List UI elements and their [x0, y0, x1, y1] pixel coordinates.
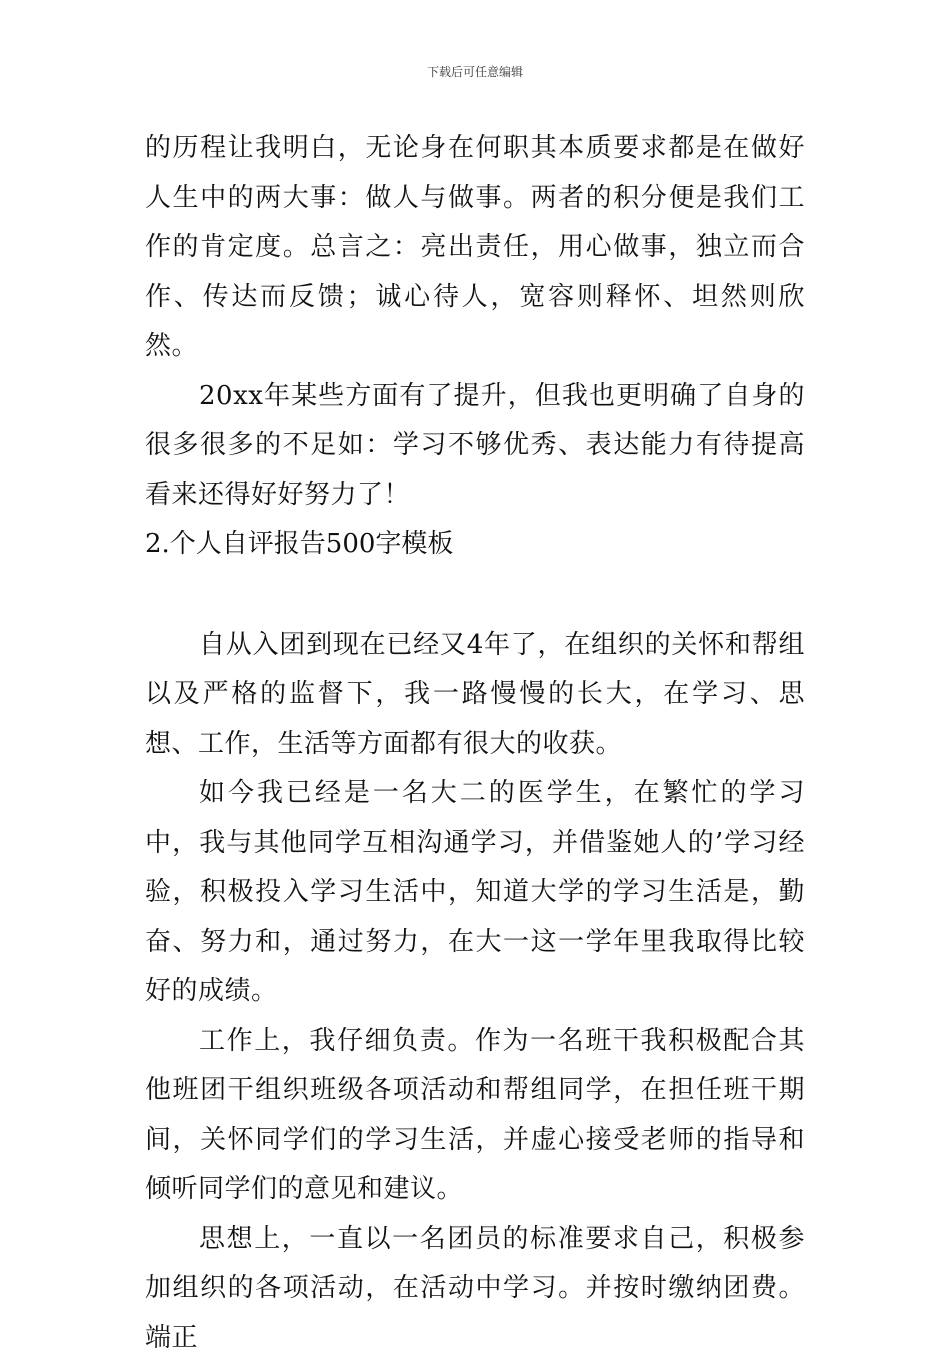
paragraph-improvement: 20xx年某些方面有了提升，但我也更明确了自身的很多很多的不足如：学习不够优秀、表达能力有待提高看来还得好好努力了！: [145, 372, 805, 521]
page-header: 下载后可任意编辑: [0, 64, 950, 80]
document-body: [145, 124, 805, 1363]
paragraph-continued: 的历程让我明白，无论身在何职其本质要求都是在做好人生中的两大事：做人与做事。两者的积分便是我们工作的肯定度。总言之：亮出责任，用心做事，独立而合作、传达而反馈；诚心待人，宽容则释怀、坦然则欣然。: [145, 124, 805, 372]
section-heading: 2.个人自评报告500字模板: [145, 520, 805, 570]
paragraph-intro: 自从入团到现在已经又4年了，在组织的关怀和帮组以及严格的监督下，我一路慢慢的长大，在学习、思想、工作，生活等方面都有很大的收获。: [145, 621, 805, 770]
paragraph-work: 工作上，我仔细负责。作为一名班干我积极配合其他班团干组织班级各项活动和帮组同学，在担任班干期间，关怀同学们的学习生活，并虚心接受老师的指导和倾听同学们的意见和建议。: [145, 1017, 805, 1215]
section-spacer: [145, 570, 805, 621]
paragraph-thought: 思想上，一直以一名团员的标准要求自己，积极参加组织的各项活动，在活动中学习。并按时缴纳团费。端正: [145, 1215, 805, 1363]
paragraph-study: 如今我已经是一名大二的医学生，在繁忙的学习中，我与其他同学互相沟通学习，并借鉴她人的’学习经验，积极投入学习生活中，知道大学的学习生活是，勤奋、努力和，通过努力，在大一这一学年里我取得比较好的成绩。: [145, 769, 805, 1017]
